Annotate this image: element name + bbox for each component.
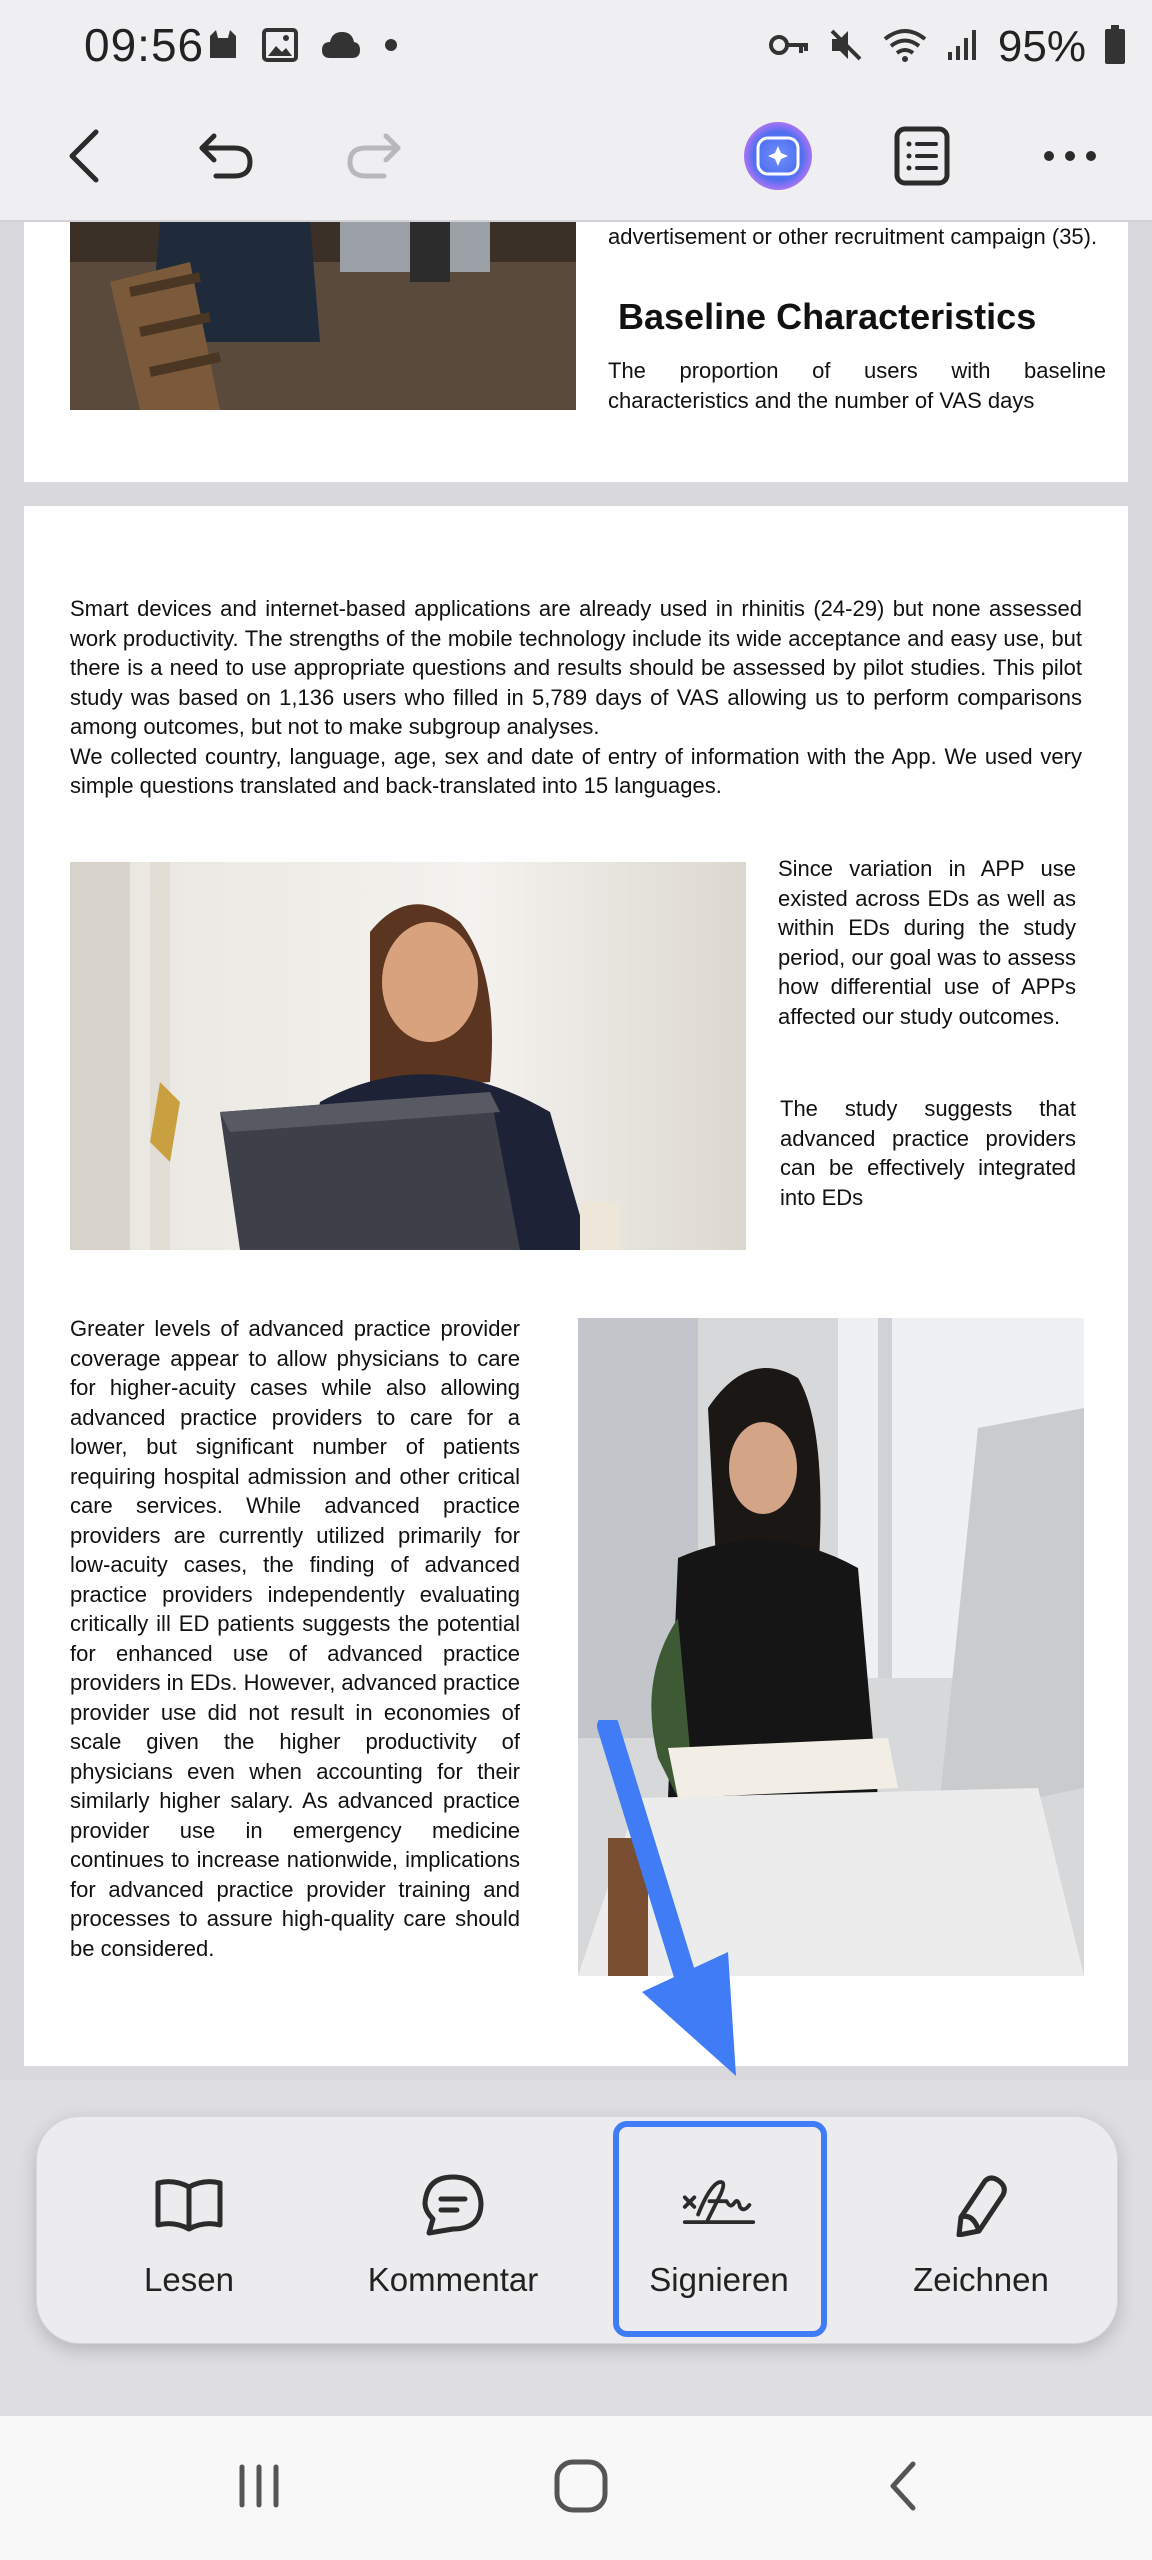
status-bar [0, 0, 1152, 96]
paragraph-2: We collected country, language, age, sex and date of entry of information with the App. We used very simple questions translated and back-translated into 15 languages. [70, 743, 1082, 798]
section-heading: Baseline Characteristics [618, 296, 1037, 337]
document-page [24, 222, 1128, 482]
comment-icon [415, 2167, 491, 2243]
home-button[interactable] [546, 2456, 616, 2520]
ai-assistant-button[interactable] [742, 122, 814, 194]
outline-icon [894, 126, 950, 191]
redo-button[interactable] [338, 122, 410, 194]
pen-icon [943, 2167, 1019, 2243]
recents-icon [234, 2461, 284, 2516]
side-paragraph-2: The study suggests that advanced practice providers can be effectively integrated into EDs [780, 1096, 1076, 1210]
side-paragraph-1: Since variation in APP use existed across EDs as well as within EDs during the study period, our goal was to assess how differential use of APPs affected our study outcomes. [778, 856, 1076, 1029]
body-paragraph [70, 594, 1082, 801]
back-button[interactable] [48, 122, 120, 194]
gallery-icon [262, 28, 298, 67]
redo-icon [344, 128, 404, 189]
undo-button[interactable] [190, 122, 262, 194]
dot-icon [384, 38, 398, 57]
mode-read-button[interactable] [79, 2117, 299, 2343]
battery-percent: 95% [997, 22, 1086, 71]
nav-back-icon [883, 2458, 923, 2519]
undo-icon [196, 128, 256, 189]
arrow-annotation-icon [580, 1720, 760, 2100]
cat-icon [206, 28, 240, 67]
mode-toolbar [36, 2116, 1118, 2344]
outline-button[interactable] [886, 122, 958, 194]
photo-person-laptop [70, 222, 576, 410]
mute-icon [828, 27, 864, 68]
signal-icon [946, 28, 980, 67]
key-icon [768, 30, 810, 65]
mode-draw-label: Zeichnen [913, 2261, 1049, 2298]
mode-comment-button[interactable] [343, 2117, 563, 2343]
mode-comment-label: Kommentar [367, 2261, 539, 2298]
mode-sign-label: Signieren [649, 2261, 789, 2298]
back-icon [64, 126, 104, 191]
paragraph-1: Smart devices and internet-based applications are already used in rhinitis (24-29) but none assessed work productivity. The strengths of the mobile technology include its wide acceptance and easy use, but there is a need to use appropriate questions and results should be assessed by pilot studies. This pilot study was based on 1,136 users who filled in 5,789 days of VAS allowing us to perform comparisons among outcomes, but not to make subgroup analyses. [70, 596, 1082, 739]
more-icon [1042, 149, 1098, 168]
page1-text-top: advertisement or other recruitment campaign (35). [608, 224, 1098, 249]
top-toolbar [0, 96, 1152, 222]
recents-button[interactable] [224, 2456, 294, 2520]
selection-highlight [613, 2121, 827, 2337]
more-options-button[interactable] [1034, 122, 1106, 194]
document-viewer[interactable] [0, 222, 1152, 2080]
ai-assistant-icon [742, 120, 814, 197]
document-page [24, 506, 1128, 2066]
photo-woman-laughing [70, 862, 746, 1250]
battery-icon [1104, 25, 1126, 70]
system-nav-bar [0, 2416, 1152, 2560]
home-icon [553, 2458, 609, 2519]
column-paragraph: Greater levels of advanced practice provider coverage appear to allow physicians to care for higher-acuity cases while also allowing advanced practice providers to care for a lower, but significant number of patients requiring hospital admission and other critical care services. While advanced practice providers are currently utilized primarily for low-acuity cases, the finding of advanced practice providers independently evaluating critically ill ED patients suggests the potential for enhanced use of advanced practice providers in EDs. However, advanced practice provider use did not result in economies of scale given the higher productivity of physicians even when accounting for their similarly higher salary. As advanced practice provider use in emergency medicine continues to increase nationwide, implications for advanced practice provider training and processes to assure high-quality care should be considered. [70, 1316, 520, 1961]
wifi-icon [882, 27, 928, 68]
cloud-icon [320, 30, 362, 65]
mode-read-label: Lesen [144, 2261, 234, 2298]
nav-back-button[interactable] [868, 2456, 938, 2520]
page1-text-bottom: The proportion of users with baseline characteristics and the number of VAS days [608, 358, 1106, 413]
status-time: 09:56 [84, 19, 205, 71]
book-icon [151, 2167, 227, 2243]
mode-draw-button[interactable] [871, 2117, 1091, 2343]
